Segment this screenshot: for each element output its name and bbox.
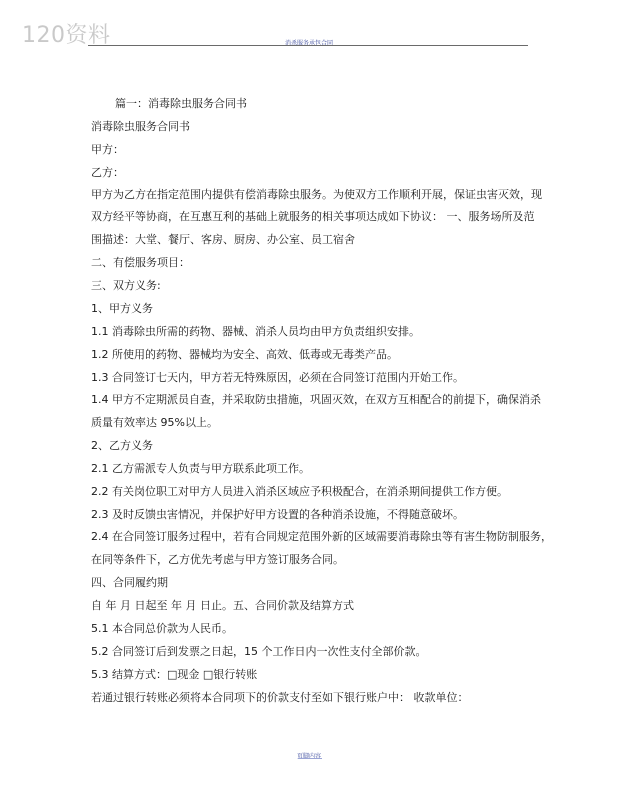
watermark: 120资料 (22, 23, 111, 48)
party-a-line: 甲方： (91, 143, 124, 156)
paragraph-line: 2.1 乙方需派专人负责与甲方联系此项工作。 (91, 462, 310, 475)
section-heading: 篇一：消毒除虫服务合同书 (115, 97, 247, 110)
paragraph-line: 2.3 及时反馈虫害情况，并保护好甲方设置的各种消杀设施，不得随意破坏。 (91, 508, 464, 521)
paragraph-line: 1.3 合同签订七天内，甲方若无特殊原因，必须在合同签订范围内开始工作。 (91, 371, 464, 384)
paragraph-line: 甲方为乙方在指定范围内提供有偿消毒除虫服务。为使双方工作顺利开展，保证虫害灭效，现 (91, 188, 542, 201)
footer-underline (298, 758, 322, 759)
paragraph-line: 5.3 结算方式：□现金 □银行转账 (91, 668, 258, 681)
paragraph-line: 1.1 消毒除虫所需的药物、器械、消杀人员均由甲方负责组织安排。 (91, 325, 420, 338)
paragraph-line: 5.2 合同签订后到发票之日起，15 个工作日内一次性支付全部价款。 (91, 645, 427, 658)
paragraph-line: 若通过银行转账必须将本合同项下的价款支付至如下银行账户中： 收款单位： (91, 691, 469, 704)
document-body (91, 92, 552, 709)
paragraph-line: 质量有效率达 95%以上。 (91, 416, 218, 429)
paragraph-line: 围描述：大堂、餐厅、客房、厨房、办公室、员工宿舍 (91, 233, 355, 246)
paragraph-line: 2、乙方义务 (91, 439, 153, 452)
paragraph-line: 2.4 在合同签订服务过程中，若有合同规定范围外新的区域需要消毒除虫等有害生物防制服务， (91, 530, 552, 543)
paragraph-line: 自 年 月 日起至 年 月 日止。五、合同价款及结算方式 (91, 599, 354, 612)
paragraph-line: 1.2 所使用的药物、器械均为安全、高效、低毒或无毒类产品。 (91, 348, 398, 361)
paragraph-line: 1、甲方义务 (91, 302, 153, 315)
party-b-line: 乙方： (91, 166, 124, 179)
paragraph-line: 2.2 有关岗位职工对甲方人员进入消杀区域应予积极配合，在消杀期间提供工作方便。 (91, 485, 508, 498)
header-divider (88, 45, 528, 46)
paragraph-line: 1.4 甲方不定期派员自查，并采取防虫措施，巩固灭效，在双方互相配合的前提下，确保消杀 (91, 393, 541, 406)
paragraph-line: 双方经平等协商，在互惠互利的基础上就服务的相关事项达成如下协议： 一、服务场所及范 (91, 210, 535, 223)
document-title: 消毒除虫服务合同书 (91, 120, 190, 133)
paragraph-line: 在同等条件下，乙方优先考虑与甲方签订服务合同。 (91, 553, 344, 566)
paragraph-line: 二、有偿服务项目： (91, 256, 190, 269)
footer-link[interactable]: 页脚内容 (296, 753, 321, 760)
header-link[interactable]: 消杀服务承包合同 (284, 40, 333, 47)
paragraph-line: 三、双方义务: (91, 279, 161, 292)
paragraph-line: 5.1 本合同总价款为人民币。 (91, 622, 233, 635)
paragraph-line: 四、合同履约期 (91, 576, 168, 589)
